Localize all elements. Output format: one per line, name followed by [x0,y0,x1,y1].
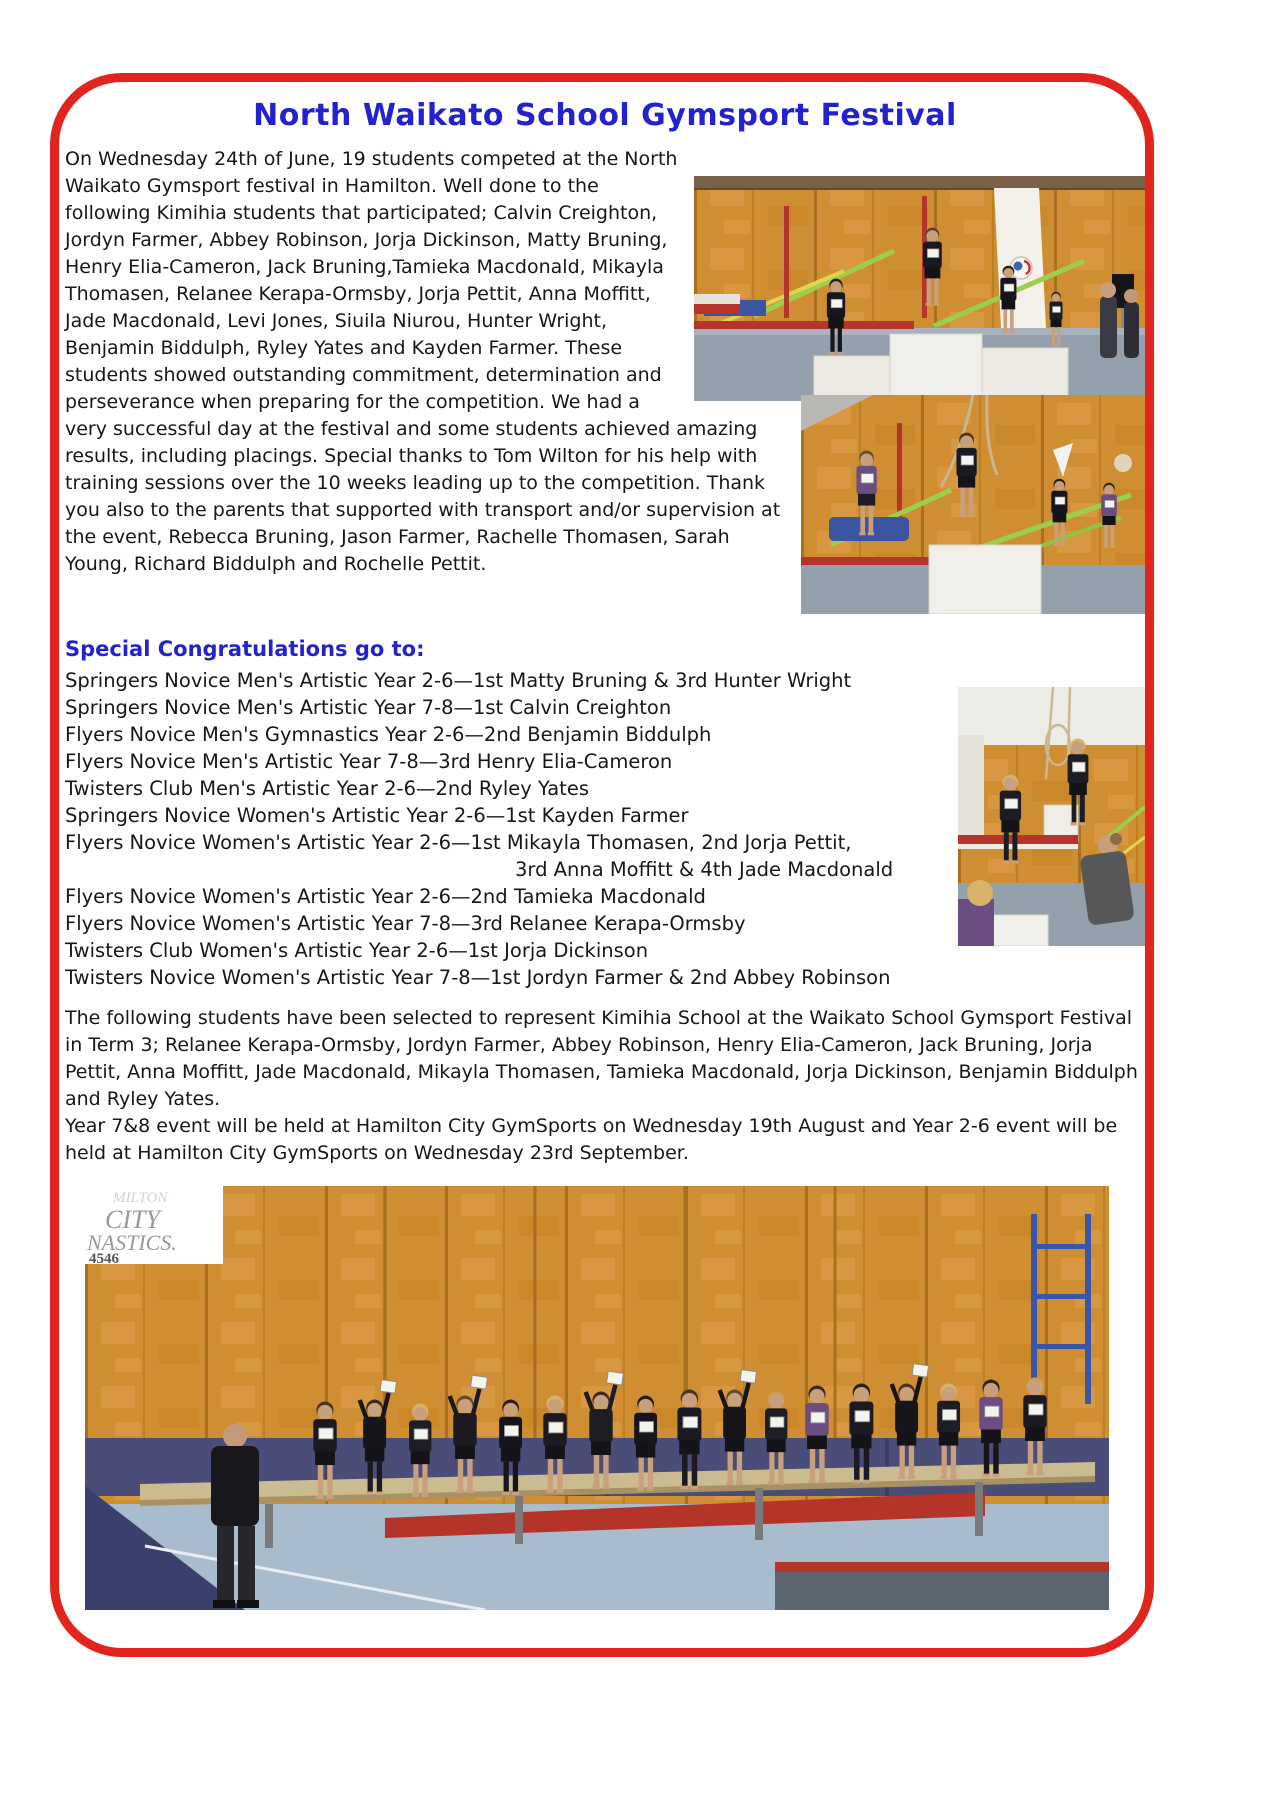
intro-paragraph: On Wednesday 24th of June, 19 students competed at the North Waikato Gymsport festival in Hamilton. Well done to the following Kimihia students that participated; Calvin Creighton, Jordyn Farmer, Abbey Robinson, Jorja Dickinson, Matty Bruning, Henry Elia-Cameron, Jack Bruning,Tamieka Macdonald, Mikayla Thomasen, Relanee Kerapa-Ormsby, Jorja Pettit, Anna Moffitt, Jade Macdonald, Levi Jones, Siuila Niurou, Hunter Wright, Benjamin Biddulph, Ryley Yates and Kayden Farmer. These students showed outstanding commitment, determination and perseverance when preparing for the competition. We had a very successful day at the festival and some students achieved amazing results, including placings. Special thanks to Tom Wilton for his help with training sessions over the 10 weeks leading up to the competition. Thank you also to the parents that supported with transport and/or supervision at the event, Rebecca Bruning, Jason Farmer, Rachelle Thomasen, Sarah Young, Richard Biddulph and Rochelle Pettit. [65,148,781,575]
result-line: Springers Novice Men's Artistic Year 2-6—1st Matty Bruning & 3rd Hunter Wright [65,669,852,692]
result-line: Flyers Novice Women's Artistic Year 2-6—1st Mikayla Thomasen, 2nd Jorja Pettit, [65,831,852,854]
result-line: Springers Novice Men's Artistic Year 7-8—1st Calvin Creighton [65,696,672,719]
result-line: Twisters Novice Women's Artistic Year 7-8—1st Jordyn Farmer & 2nd Abbey Robinson [65,966,891,989]
congratulations-section [65,636,1145,991]
result-line: Flyers Novice Women's Artistic Year 7-8—3rd Relanee Kerapa-Ormsby [65,912,746,935]
result-line-continuation: 3rd Anna Moffitt & 4th Jade Macdonald [515,858,894,881]
page-title: North Waikato School Gymsport Festival [253,98,957,133]
events-paragraph: Year 7&8 event will be held at Hamilton City GymSports on Wednesday 19th August and Year 2-6 event will be held at Hamilton City GymSports on Wednesday 23rd September. [65,1115,1118,1164]
photo-group-on-beam [85,1186,1109,1610]
photo-podium-boys [801,395,1145,614]
result-line: Twisters Club Women's Artistic Year 2-6—1st Jorja Dickinson [65,939,649,962]
result-line: Flyers Novice Men's Artistic Year 7-8—3rd Henry Elia-Cameron [65,750,673,773]
selection-paragraph: The following students have been selected to represent Kimihia School at the Waikato School Gymsport Festival in Term 3; Relanee Kerapa-Ormsby, Jordyn Farmer, Abbey Robinson, Henry Elia-Cameron, Jack Bruning, Jorja Pettit, Anna Moffitt, Jade Macdonald, Mikayla Thomasen, Tamieka Macdonald, Jorja Dickinson, Benjamin Biddulph and Ryley Yates. [65,1007,1138,1110]
photo-certificates-girls [958,687,1145,946]
watermark-line3: 4546 [89,1251,119,1267]
watermark-line2: NASTICS. [87,1230,177,1255]
result-line: Flyers Novice Women's Artistic Year 2-6—2nd Tamieka Macdonald [65,885,706,908]
intro-section [65,146,1145,624]
page-content [65,96,1145,1610]
watermark-faded-text: MILTON [113,1190,168,1206]
result-line: Flyers Novice Men's Gymnastics Year 2-6—2nd Benjamin Biddulph [65,723,712,746]
result-line: Twisters Club Men's Artistic Year 2-6—2nd Ryley Yates [65,777,589,800]
congratulations-heading: Special Congratulations go to: [65,637,425,661]
result-line: Springers Novice Women's Artistic Year 2-6—1st Kayden Farmer [65,804,689,827]
watermark-line1: CITY [105,1205,160,1234]
photo-podium-girls [694,176,1145,401]
